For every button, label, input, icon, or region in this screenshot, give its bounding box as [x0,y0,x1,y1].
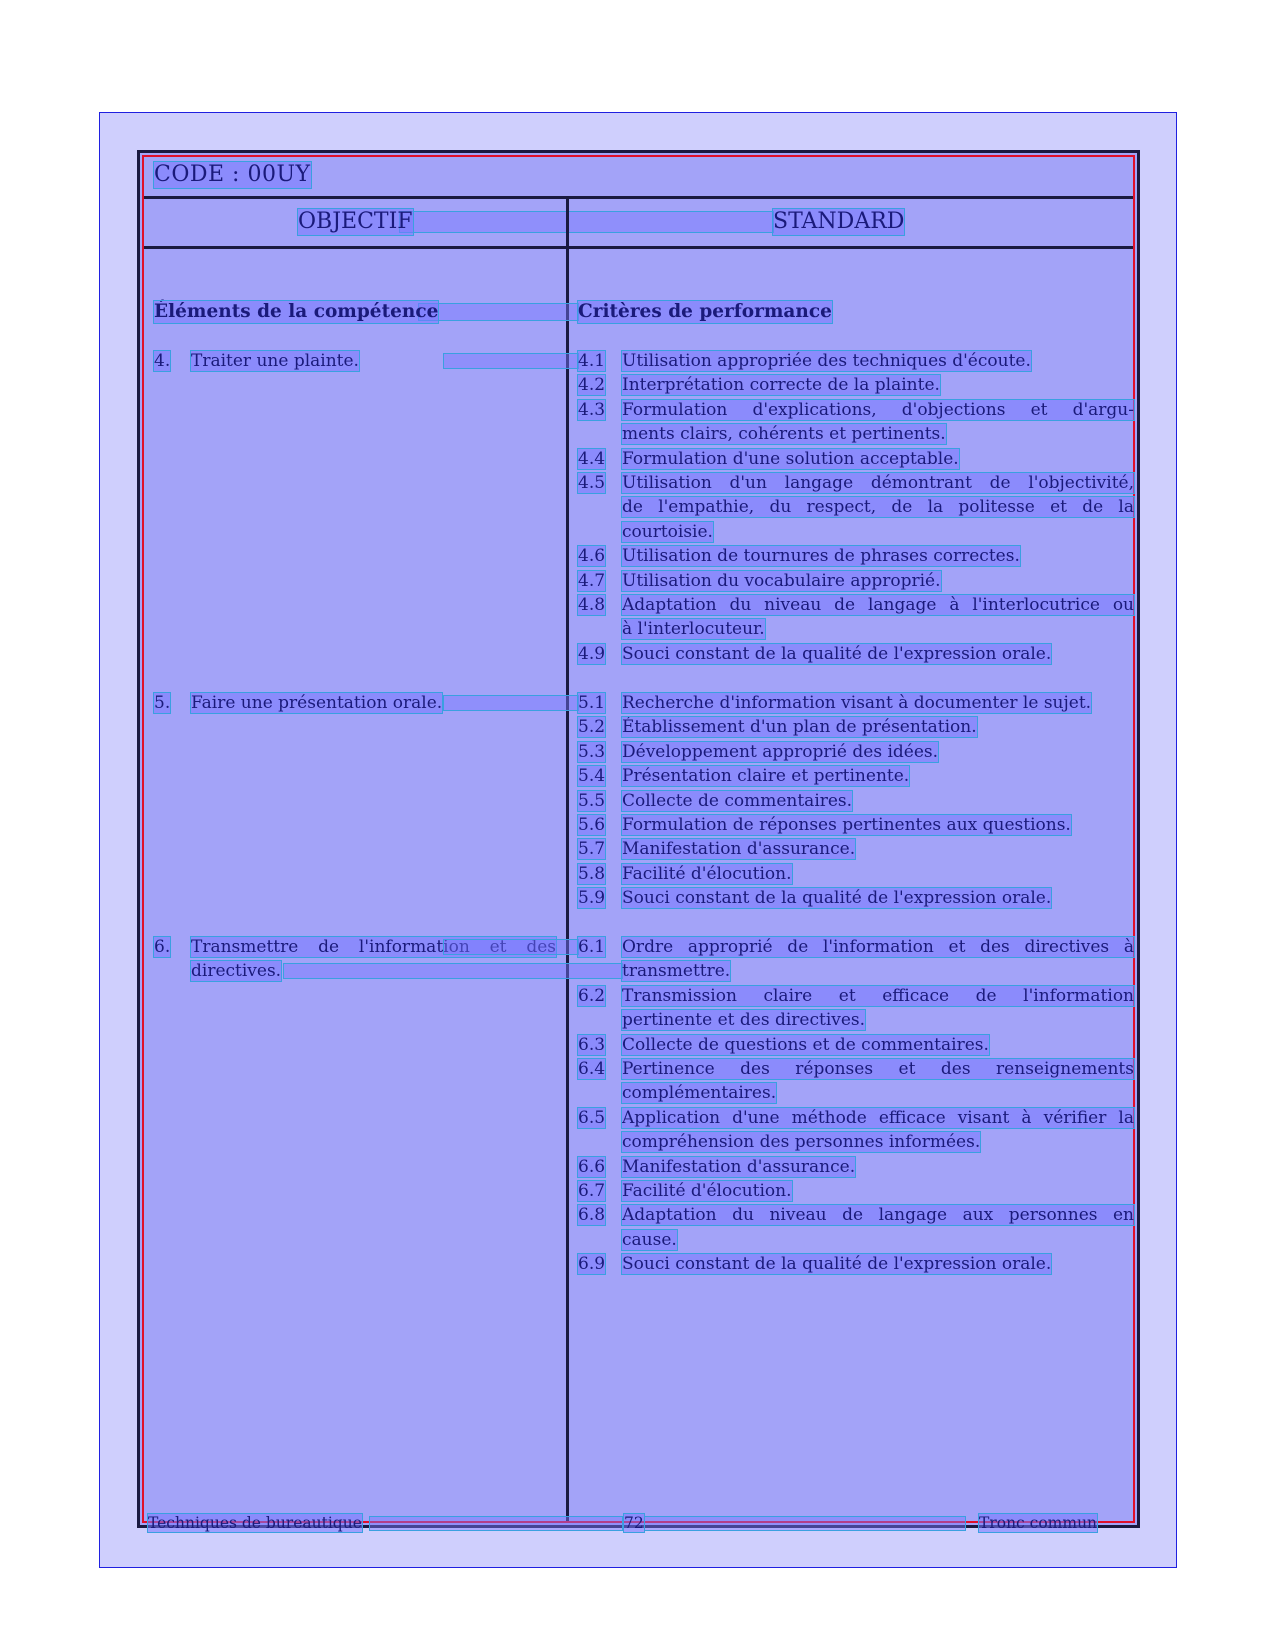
criterion-text-line: Souci constant de la qualité de l'expression orale. [622,888,1052,909]
criterion-number: 6.5 [578,1107,606,1128]
code-row [144,157,1133,199]
criterion-number: 6.4 [578,1059,606,1079]
criterion-text-line: complémentaires. [622,1083,777,1104]
criterion-text-line: Formulation de réponses pertinentes aux questions. [622,815,1071,835]
footer-band-left [370,1517,622,1530]
criterion-text-line: Développement approprié des idées. [622,741,939,762]
footer-left: Techniques de bureautique [148,1514,362,1532]
criterion-number: 6.6 [578,1156,606,1177]
criterion-number: 4.8 [578,595,606,615]
header-objectif: OBJECTIF [298,209,413,234]
header-standard: STANDARD [773,209,905,234]
criterion-text-line: Pertinence des réponses et des renseignements [622,1059,1134,1079]
criterion-text-line: Transmission claire et efficace de l'information [622,985,1134,1006]
criterion-number: 4.3 [578,399,606,420]
section-title-band [419,304,578,320]
criterion-text-line: à l'interlocuteur. [622,619,765,640]
criterion-number: 4.2 [578,375,606,396]
page-number: 72 [624,1514,644,1532]
criterion-text-line: Utilisation de tournures de phrases correctes. [622,546,1020,567]
criterion-text-line: Utilisation d'un langage démontrant de l'objectivité, [622,473,1134,493]
elements-title: Éléments de la compétence [154,301,439,322]
header-highlight-band [400,212,773,232]
criterion-number: 4.1 [578,351,606,371]
criterion-text-line: courtoisie. [622,521,713,542]
criterion-number: 5.2 [578,717,606,738]
criterion-text-line: Adaptation du niveau de langage à l'interlocutrice ou [622,595,1134,615]
criterion-number: 5.7 [578,839,606,860]
criterion-text-line: Utilisation du vocabulaire approprié. [622,570,941,591]
criterion-text-line: Interprétation correcte de la plainte. [622,375,940,396]
element-text-line: Transmettre de l'information et des [191,937,556,957]
row-link-band [444,354,578,368]
criterion-text-line: de l'empathie, du respect, de la politesse et de la [622,497,1134,518]
criterion-text-line: ments clairs, cohérents et pertinents. [622,424,946,445]
criterion-number: 5.1 [578,693,606,713]
criterion-text-line: pertinente et des directives. [622,1010,866,1031]
criterion-number: 6.2 [578,985,606,1006]
criterion-number: 5.6 [578,815,606,835]
criterion-text-line: Utilisation appropriée des techniques d'écoute. [622,351,1031,371]
criterion-text-line: Formulation d'une solution acceptable. [622,448,959,469]
criterion-text-line: Établissement d'un plan de présentation. [622,717,977,738]
criterion-number: 6.9 [578,1254,606,1275]
header-row [144,199,1133,249]
element-number: 4. [154,351,171,371]
criterion-number: 4.9 [578,643,606,664]
criterion-text-line: Facilité d'élocution. [622,1181,792,1201]
column-divider [566,196,569,1521]
criterion-number: 5.4 [578,766,606,787]
footer-right: Tronc commun [979,1514,1098,1532]
element-number: 6. [154,937,171,957]
criteria-title: Critères de performance [578,301,832,322]
criterion-number: 4.4 [578,448,606,469]
criterion-text-line: Souci constant de la qualité de l'expression orale. [622,1254,1052,1275]
criterion-text-line: Recherche d'information visant à documenter le sujet. [622,693,1092,713]
criterion-number: 6.1 [578,937,606,957]
criterion-text-line: Présentation claire et pertinente. [622,766,910,787]
criterion-number: 6.3 [578,1034,606,1055]
row-link-band [284,964,622,978]
criterion-number: 4.7 [578,570,606,591]
criterion-text-line: Collecte de questions et de commentaires. [622,1034,989,1055]
competency-code: CODE : 00UY [154,162,311,187]
criterion-text-line: Facilité d'élocution. [622,863,792,884]
footer-band-right [645,1517,965,1530]
criterion-text-line: Manifestation d'assurance. [622,839,856,860]
criterion-number: 5.5 [578,790,606,811]
criterion-text-line: Formulation d'explications, d'objections et d'argu- [622,399,1134,420]
element-number: 5. [154,693,171,713]
criterion-number: 5.3 [578,741,606,762]
table-inner-border [142,155,1135,1523]
criterion-number: 4.5 [578,473,606,493]
criterion-number: 4.6 [578,546,606,567]
criterion-number: 5.8 [578,863,606,884]
element-text-line: Traiter une plainte. [191,351,359,371]
criterion-text-line: Ordre approprié de l'information et des directives à [622,937,1134,957]
criterion-number: 5.9 [578,888,606,909]
row-link-band [444,696,578,710]
row-link-band [444,940,578,954]
criterion-text-line: Application d'une méthode efficace visant à vérifier la [622,1107,1134,1128]
criterion-text-line: compréhension des personnes informées. [622,1132,981,1153]
criterion-text-line: Collecte de commentaires. [622,790,853,811]
criterion-text-line: transmettre. [622,961,731,982]
criterion-number: 6.7 [578,1181,606,1201]
criterion-text-line: cause. [622,1229,677,1250]
competency-table [137,150,1140,1528]
element-text-line: directives. [191,961,282,982]
criterion-text-line: Adaptation du niveau de langage aux personnes en [622,1205,1134,1226]
criterion-number: 6.8 [578,1205,606,1226]
element-text-line: Faire une présentation orale. [191,693,443,713]
criterion-text-line: Manifestation d'assurance. [622,1156,856,1177]
criterion-text-line: Souci constant de la qualité de l'expression orale. [622,643,1052,664]
